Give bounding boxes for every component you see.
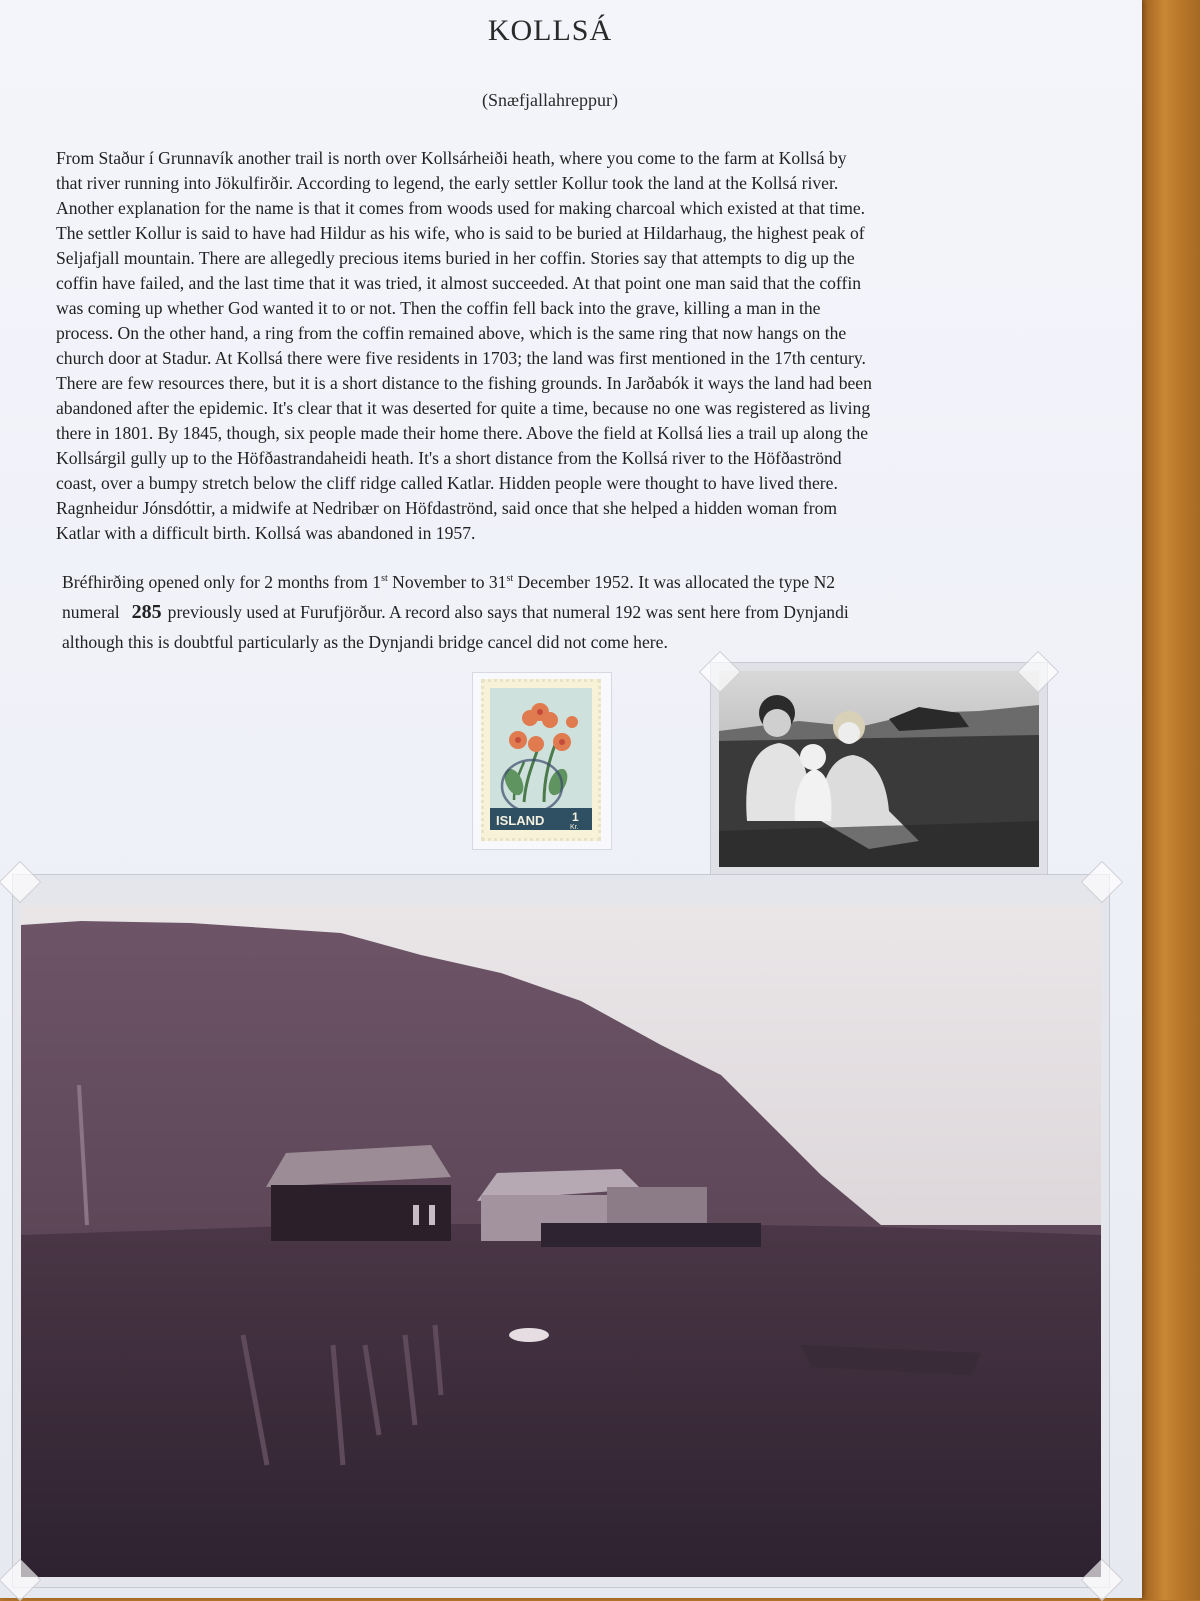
text-line: church door at Stadur. At Kollsá there were five residents in 1703; the land was first mentioned in the 17th century. (56, 348, 866, 368)
note-text: December 1952. It was allocated the type N2 (513, 571, 836, 592)
stamp-artwork (484, 682, 598, 838)
text-line: abandoned after the epidemic. It's clear that it was deserted for quite a time, because no one was registered as living (56, 398, 871, 418)
text-line: that river running into Jökulfirðir. According to legend, the early settler Kollur took the land at the Kollsá river. (56, 173, 839, 193)
white-rock (509, 1328, 549, 1342)
ordinal-suffix: st (506, 573, 514, 584)
history-paragraph (56, 146, 1044, 546)
note-text: although this is doubtful particularly as the Dynjandi bridge cancel did not come here. (62, 631, 668, 652)
note-text: previously used at Furufjörður. A record also says that numeral 192 was sent here from Dynjandi (167, 601, 849, 622)
photo-corner (0, 861, 41, 903)
ordinal-suffix: st (381, 573, 388, 584)
text-line: From Staður í Grunnavík another trail is north over Kollsárheiði heath, where you come to the farm at Kollsá by (56, 148, 847, 168)
stamp-value-label: 1 (572, 810, 579, 824)
grassy-field (21, 1223, 1101, 1577)
text-line: The settler Kollur is said to have had Hildur as his wife, who is said to be buried at Hildarhaug, the highest peak of (56, 223, 865, 243)
text-line: was coming up whether God wanted it to or not. Then the coffin fell back into the grave, killing a man in the (56, 298, 821, 318)
photo-corner (1081, 861, 1123, 903)
wooden-surface (1140, 0, 1200, 1600)
postage-stamp (481, 679, 601, 841)
note-text: November to 31 (387, 571, 507, 592)
stamp-unit-label: Kr. (570, 824, 579, 831)
text-line: coffin have failed, and the last time that it was tried, it almost succeeded. At that point one man said that the coffin (56, 273, 862, 293)
note-text: numeral (62, 601, 120, 622)
page-subtitle: (Snæfjallahreppur) (482, 90, 618, 110)
text-line: There are few resources there, but it is a short distance to the fishing grounds. In Jarðabók it ways the land had been (56, 373, 872, 393)
text-line: Ragnheidur Jónsdóttir, a midwife at Nedribær on Höfdaströnd, said once that she helped a hidden woman from (56, 498, 838, 518)
numeral-number: 285 (131, 600, 162, 623)
stamp-mount (472, 672, 612, 850)
text-line: there in 1801. By 1845, though, six people made their home there. Above the field at Kollsá lies a trail up along the (56, 423, 869, 443)
stamp-country-label: ISLAND (496, 813, 545, 828)
farm-landscape-photograph (21, 905, 1101, 1577)
stone-wall (541, 1223, 761, 1247)
text-line: Kollsárgil gully up to the Höfðastrandaheidi heath. It's a short distance from the Kollsá river to the Höfðaströnd (56, 448, 842, 468)
text-line: Seljafjall mountain. There are allegedly precious items buried in her coffin. Stories say that attempts to dig up the (56, 248, 855, 268)
family-photo-mount (710, 662, 1048, 878)
text-line: Katlar with a difficult birth. Kollsá was abandoned in 1957. (56, 523, 476, 543)
family-photograph (719, 671, 1039, 867)
postal-history-note (62, 564, 1052, 657)
text-line: coast, over a bumpy stretch below the cliff ridge called Katlar. Hidden people were thought to have lived there. (56, 473, 838, 493)
landscape-photo-mount (12, 874, 1110, 1588)
page-title: KOLLSÁ (487, 14, 613, 47)
farmhouse-dark (266, 1145, 451, 1241)
text-line: Another explanation for the name is that it comes from woods used for making charcoal which existed at that time. (56, 198, 866, 218)
note-text: Bréfhirðing opened only for 2 months from 1 (62, 571, 382, 592)
text-line: process. On the other hand, a ring from the coffin remained above, which is the same ring that now hangs on the (56, 323, 847, 343)
